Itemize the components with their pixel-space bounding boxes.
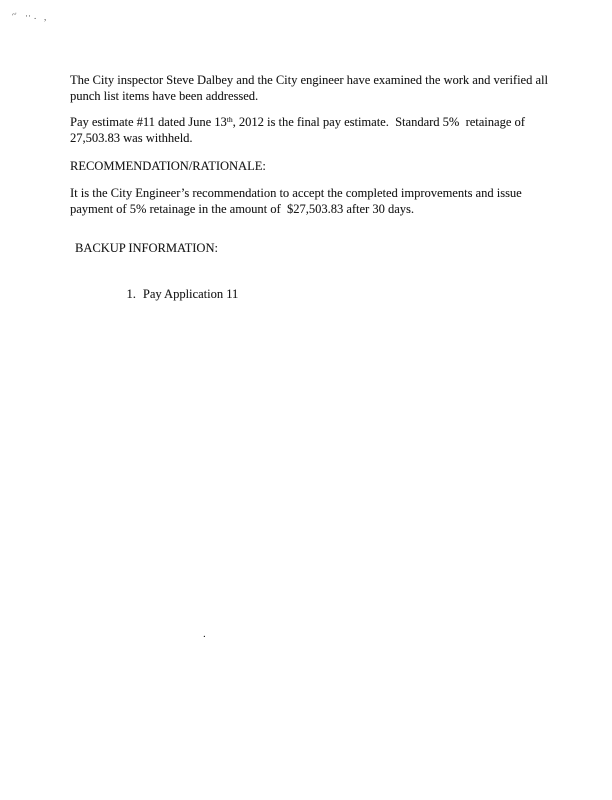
scan-smudge: ~: [10, 8, 19, 20]
text-line: 27,503.83 was withheld.: [70, 130, 193, 145]
ordinal-superscript: th: [226, 115, 233, 124]
list-item-label: Pay Application 11: [142, 286, 239, 301]
paragraph-recommendation: [70, 186, 522, 217]
list-item-number: 1.: [126, 286, 136, 301]
paragraph-pay-estimate: [70, 115, 525, 146]
text-line: punch list items have been addressed.: [70, 88, 259, 103]
paragraph-inspection: [70, 73, 548, 104]
stray-dot-artifact: .: [203, 628, 206, 640]
scan-smudge: .: [34, 11, 37, 21]
text-line: It is the City Engineer’s recommendation to accept the completed improvements and issue: [70, 186, 522, 200]
text-line: payment of 5% retainage in the amount of $27,503.83 after 30 days.: [70, 201, 415, 216]
scan-smudge: ,: [44, 12, 47, 22]
heading-recommendation: RECOMMENDATION/RATIONALE:: [70, 159, 266, 173]
text-line: The City inspector Steve Dalbey and the City engineer have examined the work and verified all: [70, 73, 548, 87]
text-line: [70, 115, 525, 131]
text-segment: , 2012 is the final pay estimate. Standard 5% retainage of: [232, 115, 525, 129]
backup-list-item: [114, 271, 238, 318]
heading-backup: BACKUP INFORMATION:: [75, 241, 218, 255]
text-segment: Pay estimate #11 dated June 13: [70, 115, 227, 129]
scan-smudge: ··: [25, 11, 31, 21]
